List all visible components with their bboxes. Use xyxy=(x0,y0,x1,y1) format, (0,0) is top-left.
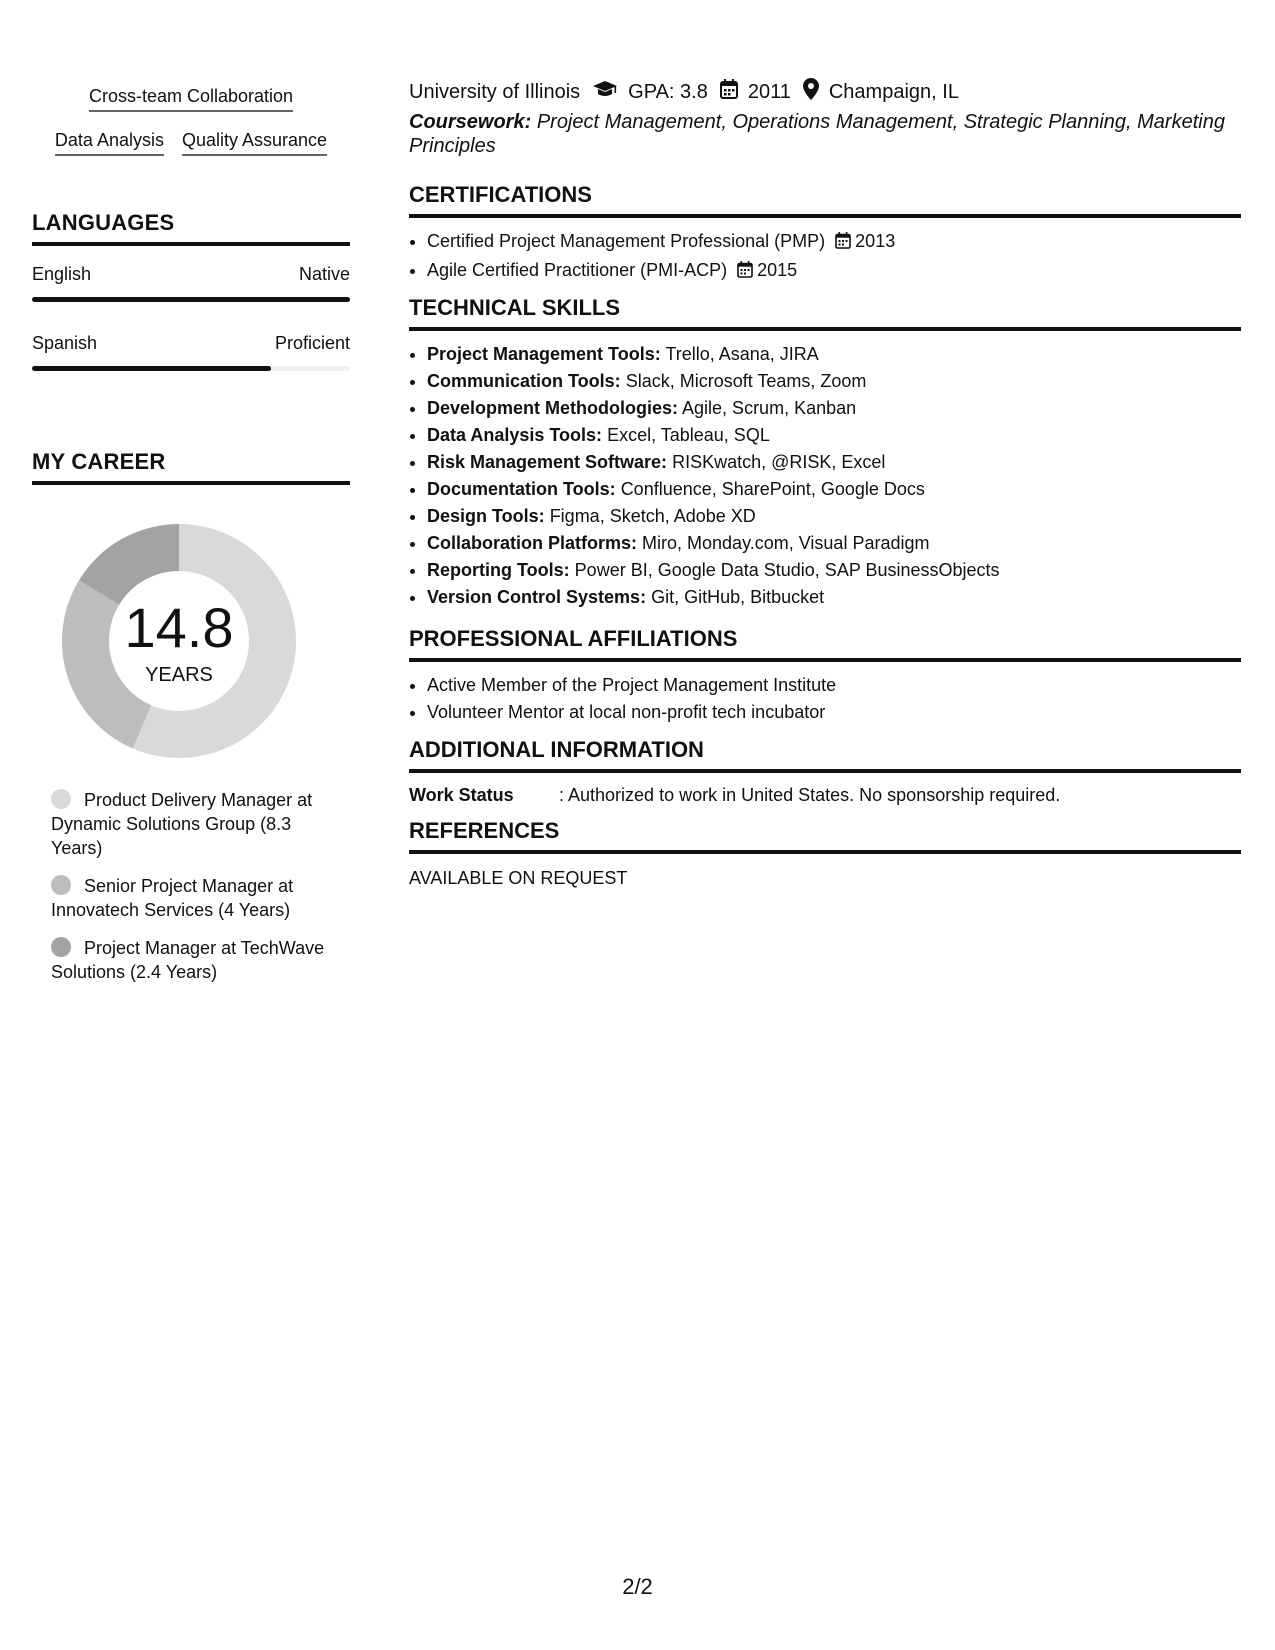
language-level: Native xyxy=(298,264,350,284)
career-heading: MY CAREER xyxy=(32,449,350,485)
calendar-icon xyxy=(835,230,851,257)
skill-values: RISKwatch, @RISK, Excel xyxy=(672,452,886,472)
list-item xyxy=(427,257,1241,286)
references-section xyxy=(409,818,1241,889)
list-item xyxy=(427,476,1241,503)
list-item: • Active Member of the Project Management Institute xyxy=(427,672,1241,699)
languages-heading: LANGUAGES xyxy=(32,210,350,246)
legend-item xyxy=(51,788,341,860)
references-text: AVAILABLE ON REQUEST xyxy=(409,868,628,888)
certifications-section xyxy=(409,182,1241,286)
list-item xyxy=(427,449,1241,476)
career-legend xyxy=(51,788,341,998)
affiliations-heading: PROFESSIONAL AFFILIATIONS xyxy=(409,626,1241,662)
languages-section xyxy=(32,210,350,246)
coursework-list: Project Management, Operations Management, Strategic Planning, Marketing Principles xyxy=(409,111,1225,157)
school-name: University of Illinois xyxy=(409,80,581,103)
language-bar-spanish xyxy=(32,366,350,371)
coursework xyxy=(409,110,1241,158)
map-pin-icon xyxy=(803,78,819,106)
skill-values: Git, GitHub, Bitbucket xyxy=(651,587,825,607)
career-total-unit: YEARS xyxy=(145,664,213,686)
language-name: Spanish xyxy=(32,333,98,353)
skill-tag: Data Analysis xyxy=(55,130,164,156)
additional-info-section xyxy=(409,737,1241,806)
skill-values: Slack, Microsoft Teams, Zoom xyxy=(625,371,867,391)
work-status-label: Work Status xyxy=(409,785,514,805)
calendar-icon xyxy=(737,259,753,286)
skill-values: Figma, Sketch, Adobe XD xyxy=(549,506,756,526)
skill-tags-row-2 xyxy=(32,130,350,156)
list-item: • Volunteer Mentor at local non-profit tech incubator xyxy=(427,699,1241,726)
references-heading: REFERENCES xyxy=(409,818,1241,854)
legend-item xyxy=(51,874,341,922)
affiliations-list xyxy=(409,672,1241,726)
skill-category: Reporting Tools: xyxy=(427,560,570,580)
language-row-english xyxy=(32,264,350,285)
skill-category: Risk Management Software: xyxy=(427,452,668,472)
technical-skills-section xyxy=(409,295,1241,611)
skill-tag: Quality Assurance xyxy=(182,130,327,156)
skill-category: Design Tools: xyxy=(427,506,545,526)
list-item xyxy=(427,584,1241,611)
language-bar-english xyxy=(32,297,350,302)
list-item xyxy=(427,228,1241,257)
list-item xyxy=(427,368,1241,395)
list-item xyxy=(427,341,1241,368)
technical-skills-list xyxy=(409,341,1241,611)
skill-category: Development Methodologies: xyxy=(427,398,679,418)
calendar-icon xyxy=(720,79,738,105)
cert-name: Agile Certified Practitioner (PMI-ACP) xyxy=(427,260,728,280)
list-item xyxy=(427,557,1241,584)
skill-category: Version Control Systems: xyxy=(427,587,647,607)
list-item xyxy=(427,503,1241,530)
language-row-spanish xyxy=(32,333,350,354)
list-item xyxy=(427,422,1241,449)
language-level: Proficient xyxy=(274,333,350,353)
skill-values: Power BI, Google Data Studio, SAP BusinessObjects xyxy=(574,560,1000,580)
legend-label: Project Manager at TechWave Solutions (2.4 Years) xyxy=(51,938,325,982)
coursework-label: Coursework: xyxy=(409,111,532,133)
skill-values: Confluence, SharePoint, Google Docs xyxy=(620,479,925,499)
cert-year: 2013 xyxy=(855,231,896,251)
skill-values: Trello, Asana, JIRA xyxy=(665,344,819,364)
skill-category: Data Analysis Tools: xyxy=(427,425,603,445)
legend-dot xyxy=(51,789,71,809)
additional-info-heading: ADDITIONAL INFORMATION xyxy=(409,737,1241,773)
skill-values: Excel, Tableau, SQL xyxy=(607,425,770,445)
skill-values: Miro, Monday.com, Visual Paradigm xyxy=(642,533,930,553)
graduation-year: 2011 xyxy=(747,80,791,103)
legend-item xyxy=(51,936,341,984)
skill-category: Documentation Tools: xyxy=(427,479,616,499)
page-number: 2/2 xyxy=(622,1574,653,1599)
school-location: Champaign, IL xyxy=(828,80,959,103)
language-bar-fill xyxy=(32,366,271,371)
certifications-list xyxy=(409,228,1241,286)
legend-dot xyxy=(51,875,71,895)
list-item xyxy=(427,530,1241,557)
list-item xyxy=(427,395,1241,422)
skill-tags-row-1 xyxy=(32,86,350,112)
certifications-heading: CERTIFICATIONS xyxy=(409,182,1241,218)
career-section xyxy=(32,449,350,485)
skill-tag: Cross-team Collaboration xyxy=(89,86,293,112)
work-status-value: : Authorized to work in United States. No sponsorship required. xyxy=(559,785,1061,805)
skill-values: Agile, Scrum, Kanban xyxy=(682,398,857,418)
career-total-years: 14.8 xyxy=(124,596,234,659)
technical-skills-heading: TECHNICAL SKILLS xyxy=(409,295,1241,331)
cert-name: Certified Project Management Professional (PMP) xyxy=(427,231,826,251)
work-status-row xyxy=(409,785,1241,806)
legend-label: Product Delivery Manager at Dynamic Solutions Group (8.3 Years) xyxy=(51,790,313,858)
language-name: English xyxy=(32,264,92,284)
language-bar-fill xyxy=(32,297,350,302)
career-donut-chart xyxy=(54,516,304,766)
legend-dot xyxy=(51,937,71,957)
gpa: GPA: 3.8 xyxy=(628,80,708,103)
skill-category: Project Management Tools: xyxy=(427,344,661,364)
skill-category: Collaboration Platforms: xyxy=(427,533,638,553)
graduation-cap-icon xyxy=(592,80,618,104)
cert-year: 2015 xyxy=(757,260,798,280)
skill-category: Communication Tools: xyxy=(427,371,621,391)
legend-label: Senior Project Manager at Innovatech Services (4 Years) xyxy=(51,876,294,920)
education-line xyxy=(409,78,959,106)
affiliations-section xyxy=(409,626,1241,726)
